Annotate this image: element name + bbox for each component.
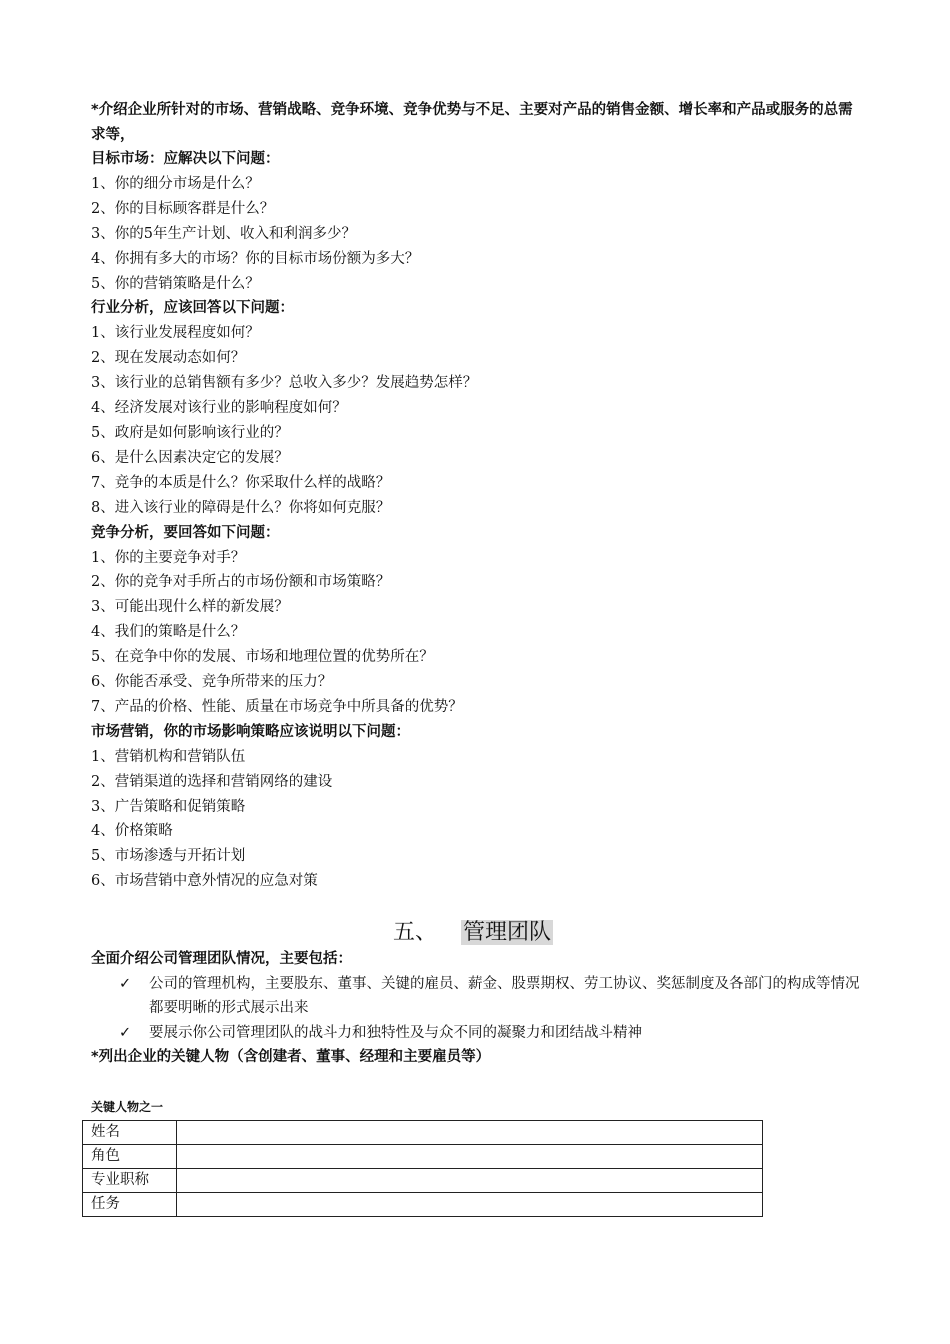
list-item: 8、进入该行业的障碍是什么？你将如何克服？ (91, 499, 391, 516)
target-market-heading: 目标市场：应解决以下问题： (91, 151, 280, 167)
list-item: 2、现在发展动态如何？ (91, 350, 246, 367)
list-item: 4、你拥有多大的市场？你的目标市场份额为多大？ (91, 250, 420, 267)
row-value-field[interactable] (177, 1121, 763, 1145)
check-list-item (91, 972, 869, 1021)
key-people-note: *列出企业的关键人物（含创建者、董事、经理和主要雇员等） (91, 1049, 491, 1066)
market-section (91, 98, 871, 894)
list-item: 3、广告策略和促销策略 (91, 798, 246, 815)
competition-heading: 竞争分析，要回答如下问题： (91, 524, 280, 541)
list-item: 1、营销机构和营销队伍 (91, 748, 246, 765)
section-number: 五、 (393, 920, 438, 945)
table-row (83, 1169, 763, 1193)
management-lead: 全面介绍公司管理团队情况，主要包括： (91, 951, 352, 967)
checkmark-icon: ✓ (119, 1024, 132, 1041)
list-item: 5、市场渗透与开拓计划 (91, 848, 246, 865)
list-item: 5、政府是如何影响该行业的？ (91, 424, 289, 441)
row-label: 任务 (83, 1193, 177, 1217)
list-item: 2、营销渠道的选择和营销网络的建设 (91, 773, 333, 790)
list-item: 6、是什么因素决定它的发展？ (91, 449, 289, 466)
list-item: 4、经济发展对该行业的影响程度如何？ (91, 400, 347, 417)
row-value-field[interactable] (177, 1169, 763, 1193)
row-label: 专业职称 (83, 1169, 177, 1193)
check-list-text: 公司的管理机构，主要股东、董事、关键的雇员、薪金、股票期权、劳工协议、奖惩制度及各部门的构成等情况都要明晰的形式展示出来 (149, 975, 860, 1017)
table-row (83, 1193, 763, 1217)
row-value-field[interactable] (177, 1193, 763, 1217)
list-item: 3、该行业的总销售额有多少？总收入多少？发展趋势怎样？ (91, 375, 478, 392)
list-item: 4、我们的策略是什么？ (91, 624, 246, 641)
checkmark-icon: ✓ (119, 975, 132, 992)
list-item: 1、你的细分市场是什么？ (91, 175, 260, 192)
key-person-table (82, 1120, 763, 1217)
section-title (393, 918, 553, 948)
list-item: 5、在竞争中你的发展、市场和地理位置的优势所在？ (91, 649, 434, 666)
section-title-text: 管理团队 (463, 920, 552, 945)
list-item: 6、市场营销中意外情况的应急对策 (91, 873, 318, 890)
list-item: 2、你的目标顾客群是什么？ (91, 200, 275, 217)
table-caption: 关键人物之一 (91, 1100, 164, 1114)
list-item: 1、你的主要竞争对手？ (91, 549, 246, 566)
marketing-heading: 市场营销，你的市场影响策略应该说明以下问题： (91, 723, 410, 740)
row-label: 角色 (83, 1145, 177, 1169)
row-value-field[interactable] (177, 1145, 763, 1169)
row-label: 姓名 (83, 1121, 177, 1145)
industry-heading: 行业分析，应该回答以下问题： (91, 300, 294, 317)
list-item: 3、可能出现什么样的新发展？ (91, 599, 289, 616)
list-item: 7、竞争的本质是什么？你采取什么样的战略？ (91, 474, 391, 491)
check-list-item (91, 1021, 869, 1046)
table-row (83, 1121, 763, 1145)
list-item: 4、价格策略 (91, 823, 173, 840)
list-item: 6、你能否承受、竞争所带来的压力？ (91, 674, 333, 691)
list-item: 7、产品的价格、性能、质量在市场竞争中所具备的优势？ (91, 698, 463, 715)
table-row (83, 1145, 763, 1169)
list-item: 5、你的营销策略是什么？ (91, 275, 260, 292)
check-list-text: 要展示你公司管理团队的战斗力和独特性及与众不同的凝聚力和团结战斗精神 (149, 1024, 642, 1041)
list-item: 3、你的5年生产计划、收入和利润多少？ (91, 225, 356, 242)
management-section (91, 947, 881, 1070)
list-item: 1、该行业发展程度如何？ (91, 325, 260, 342)
market-intro: *介绍企业所针对的市场、营销战略、竞争环境、竞争优势与不足、主要对产品的销售金额、增长率和产品或服务的总需求等， (91, 102, 853, 143)
list-item: 2、你的竞争对手所占的市场份额和市场策略？ (91, 574, 391, 591)
